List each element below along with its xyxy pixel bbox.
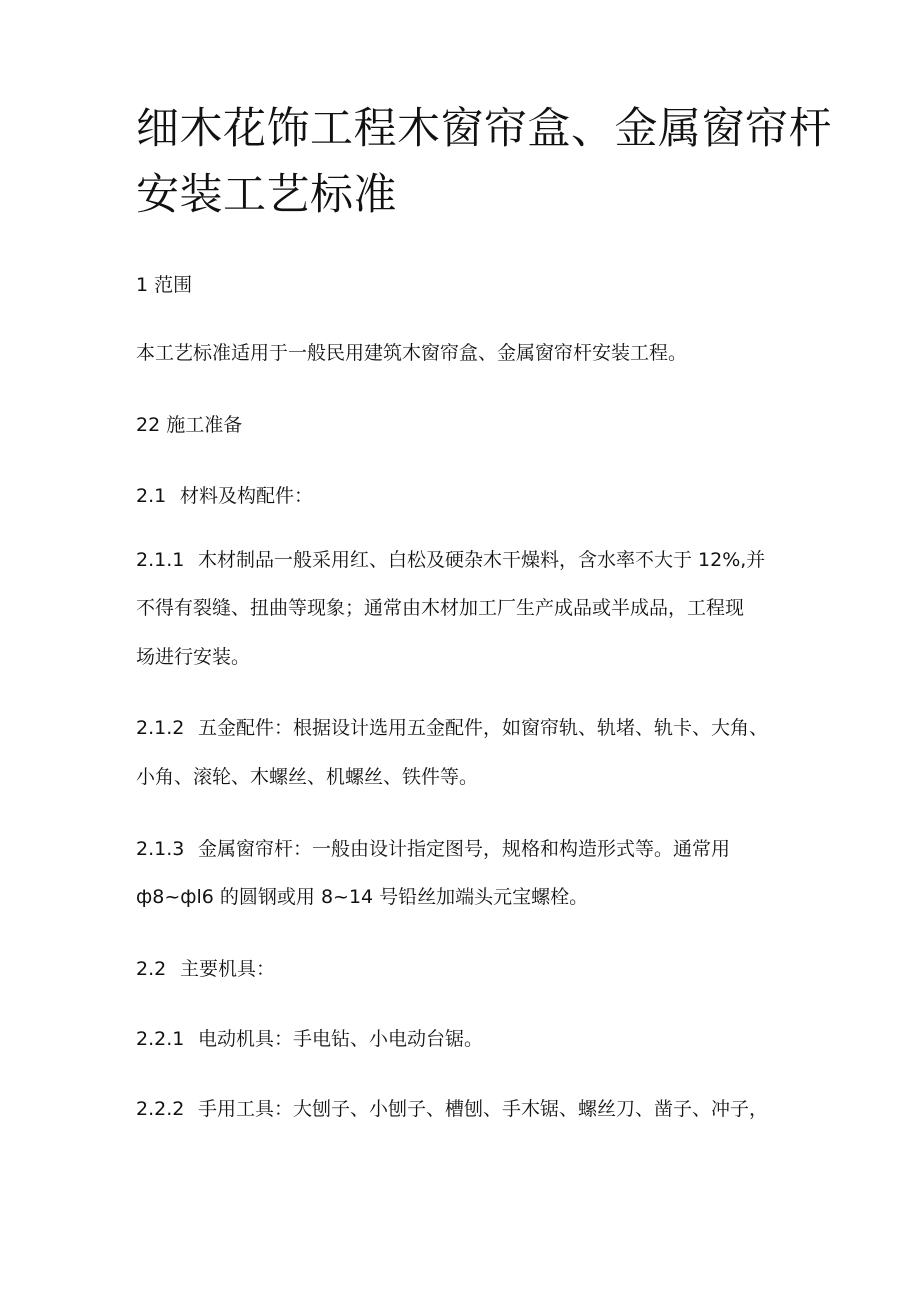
- section-number: 2.1.1: [136, 549, 185, 571]
- section-2-1-1-line-3: 场进行安装。: [136, 646, 251, 668]
- section-number: 2.2.1: [136, 1028, 185, 1050]
- section-2-1-1-text-1: 木材制品一般采用红、白松及硬杂木干燥料，含水率不大于 12%,并: [198, 549, 766, 571]
- section-1-text: 本工艺标准适用于一般民用建筑木窗帘盒、金属窗帘杆安装工程。: [136, 342, 688, 364]
- section-2-1-3-line-1: [136, 837, 796, 861]
- section-2-1-3-line-2: ф8~фl6 的圆钢或用 8~14 号铅丝加端头元宝螺栓。: [136, 886, 589, 908]
- section-2-2-text: 主要机具：: [180, 958, 276, 980]
- section-2-2-2-text: 手用工具：大刨子、小刨子、槽刨、手木锯、螺丝刀、凿子、冲子，: [198, 1098, 769, 1120]
- section-2-2-1-text: 电动机具：手电钻、小电动台锯。: [198, 1028, 484, 1050]
- section-1-heading: 1 范围: [136, 274, 193, 296]
- section-2-1-text: 材料及构配件：: [180, 485, 314, 507]
- section-2-heading: 22 施工准备: [136, 414, 243, 436]
- section-2-1-1-line-2: 不得有裂缝、扭曲等现象；通常由木材加工厂生产成品或半成品，工程现: [136, 597, 745, 619]
- section-2-1-2-text-1: 五金配件：根据设计选用五金配件，如窗帘轨、轨堵、轨卡、大角、: [198, 717, 769, 739]
- section-number: 2.1: [136, 485, 167, 507]
- section-2-1-2-line-2: 小角、滚轮、木螺丝、机螺丝、铁件等。: [136, 766, 479, 788]
- title-line-1: 细木花饰工程木窗帘盒、金属窗帘杆: [136, 104, 832, 154]
- section-number: 2.2: [136, 958, 167, 980]
- section-number: 2.1.2: [136, 717, 185, 739]
- section-2-1-3-text-1: 金属窗帘杆：一般由设计指定图号，规格和构造形式等。通常用: [198, 838, 731, 860]
- document-title: [136, 96, 832, 228]
- section-2-1-2-line-1: [136, 716, 796, 740]
- section-2-2-1-line: [136, 1027, 796, 1051]
- title-line-2: 安装工艺标准: [136, 170, 397, 220]
- section-2-1-heading: [136, 484, 796, 508]
- section-number: 2.1.3: [136, 838, 185, 860]
- section-2-1-1-line-1: [136, 548, 796, 572]
- section-number: 2.2.2: [136, 1098, 185, 1120]
- section-2-2-2-line: [136, 1097, 796, 1121]
- section-2-2-heading: [136, 957, 796, 981]
